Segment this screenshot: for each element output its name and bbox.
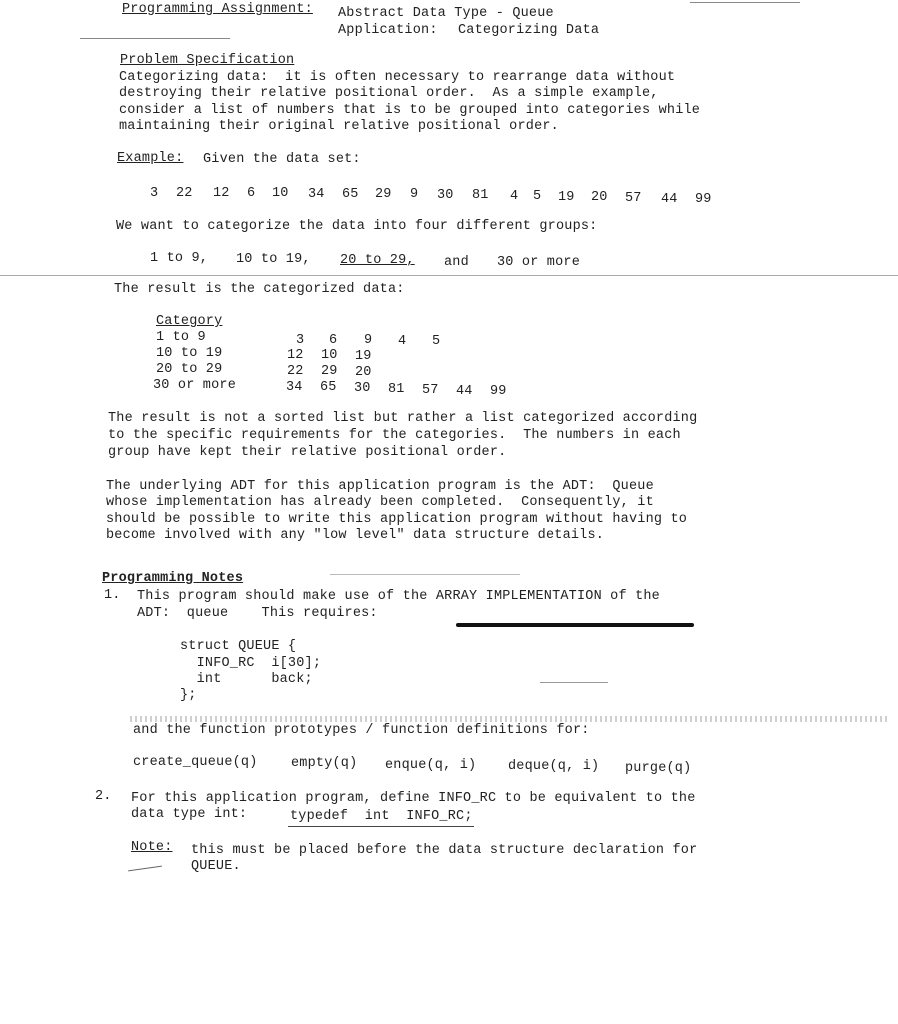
problem-heading: Problem Specification	[120, 53, 295, 68]
table-cell: 57	[422, 383, 439, 398]
para1-line-1: The result is not a sorted list but rather a list categorized according	[108, 411, 698, 426]
dataset-value: 20	[591, 190, 608, 205]
table-header: Category	[156, 314, 223, 329]
dataset-value: 29	[375, 187, 392, 202]
table-cell: 9	[364, 333, 373, 348]
functions-intro: and the function prototypes / function definitions for:	[133, 723, 590, 738]
dataset-value: 6	[247, 186, 256, 201]
code-line: };	[180, 688, 197, 703]
table-cell: 44	[456, 384, 473, 399]
table-category: 30 or more	[153, 378, 237, 393]
note-2-line-2a: data type int:	[131, 807, 248, 822]
example-label: Example:	[117, 151, 184, 166]
note-label: Note:	[131, 840, 173, 855]
para2-line-4: become involved with any "low level" data structure details.	[106, 528, 605, 543]
table-cell: 29	[321, 364, 338, 379]
table-cell: 6	[329, 333, 338, 348]
note-1-line-2: ADT: queue This requires:	[137, 606, 378, 621]
dataset-value: 12	[213, 186, 230, 201]
group-and: and	[444, 255, 469, 270]
note-line-1: this must be placed before the data structure declaration for	[191, 843, 698, 858]
para1-line-2: to the specific requirements for the categories. The numbers in each	[108, 428, 681, 443]
note-1-number: 1.	[104, 588, 121, 603]
dataset-value: 19	[558, 190, 575, 205]
code-line: INFO_RC i[30];	[180, 656, 322, 671]
example-text: Given the data set:	[203, 152, 361, 167]
dataset-value: 57	[625, 191, 642, 206]
table-cell: 99	[490, 384, 507, 399]
group-2: 10 to 19,	[236, 252, 311, 267]
side-rule	[540, 682, 608, 683]
header-application-key: Application:	[338, 23, 438, 38]
table-cell: 34	[286, 380, 303, 395]
problem-line-2: destroying their relative positional order. As a simple example,	[119, 86, 659, 101]
note-1-line-1: This program should make use of the ARRAY IMPLEMENTATION of the	[137, 589, 660, 604]
table-category: 20 to 29	[156, 362, 223, 377]
table-cell: 30	[354, 381, 371, 396]
table-cell: 81	[388, 382, 405, 397]
dataset-value: 65	[342, 187, 359, 202]
table-cell: 12	[287, 348, 304, 363]
code-line: int back;	[180, 672, 313, 687]
table-cell: 19	[355, 349, 372, 364]
problem-line-1: Categorizing data: it is often necessary to rearrange data without	[119, 70, 676, 85]
function-name: purge(q)	[625, 761, 692, 776]
function-name: create_queue(q)	[133, 755, 258, 770]
header-application-value: Categorizing Data	[458, 23, 600, 38]
para1-line-3: group have kept their relative positional order.	[108, 445, 507, 460]
para2-line-1: The underlying ADT for this application program is the ADT: Queue	[106, 479, 654, 494]
dataset-value: 99	[695, 192, 712, 207]
note-arrow-mark	[128, 866, 162, 872]
header-title: Abstract Data Type - Queue	[338, 6, 554, 21]
group-1: 1 to 9,	[150, 251, 209, 266]
group-3: 20 to 29,	[340, 253, 415, 268]
header-label: Programming Assignment:	[122, 2, 313, 17]
typedef-underline	[288, 826, 474, 827]
table-cell: 10	[321, 348, 338, 363]
table-cell: 5	[432, 334, 441, 349]
para2-line-2: whose implementation has already been completed. Consequently, it	[106, 495, 654, 510]
header-rule	[690, 2, 800, 3]
function-name: deque(q, i)	[508, 759, 600, 774]
problem-line-3: consider a list of numbers that is to be grouped into categories while	[119, 103, 701, 118]
result-intro: The result is the categorized data:	[114, 282, 405, 297]
dataset-value: 3	[150, 186, 159, 201]
table-cell: 4	[398, 334, 407, 349]
separator-rule	[0, 275, 898, 276]
note-2-number: 2.	[95, 789, 112, 804]
note-2-typedef: typedef int INFO_RC;	[290, 809, 473, 824]
notes-rule	[330, 574, 520, 575]
group-4: 30 or more	[497, 255, 581, 270]
note-line-2: QUEUE.	[191, 859, 241, 874]
problem-line-4: maintaining their original relative positional order.	[119, 119, 559, 134]
dataset-value: 9	[410, 187, 419, 202]
dataset-value: 10	[272, 186, 289, 201]
function-name: empty(q)	[291, 756, 358, 771]
header-rule-left	[80, 38, 230, 39]
notes-heading: Programming Notes	[102, 571, 244, 586]
scan-noise-band	[130, 716, 890, 722]
table-cell: 22	[287, 364, 304, 379]
dataset-value: 4	[510, 189, 519, 204]
function-name: enque(q, i)	[385, 758, 477, 773]
dataset-value: 30	[437, 188, 454, 203]
hand-drawn-underline	[456, 623, 694, 627]
para2-line-3: should be possible to write this application program without having to	[106, 512, 688, 527]
table-category: 1 to 9	[156, 330, 206, 345]
table-cell: 20	[355, 365, 372, 380]
dataset-value: 34	[308, 187, 325, 202]
table-category: 10 to 19	[156, 346, 223, 361]
dataset-value: 22	[176, 186, 193, 201]
dataset-value: 81	[472, 188, 489, 203]
example-want: We want to categorize the data into four different groups:	[116, 219, 598, 234]
dataset-value: 44	[661, 192, 678, 207]
note-2-line-1: For this application program, define INFO_RC to be equivalent to the	[131, 791, 696, 806]
code-line: struct QUEUE {	[180, 639, 297, 654]
table-cell: 3	[296, 333, 305, 348]
table-cell: 65	[320, 380, 337, 395]
dataset-value: 5	[533, 189, 542, 204]
